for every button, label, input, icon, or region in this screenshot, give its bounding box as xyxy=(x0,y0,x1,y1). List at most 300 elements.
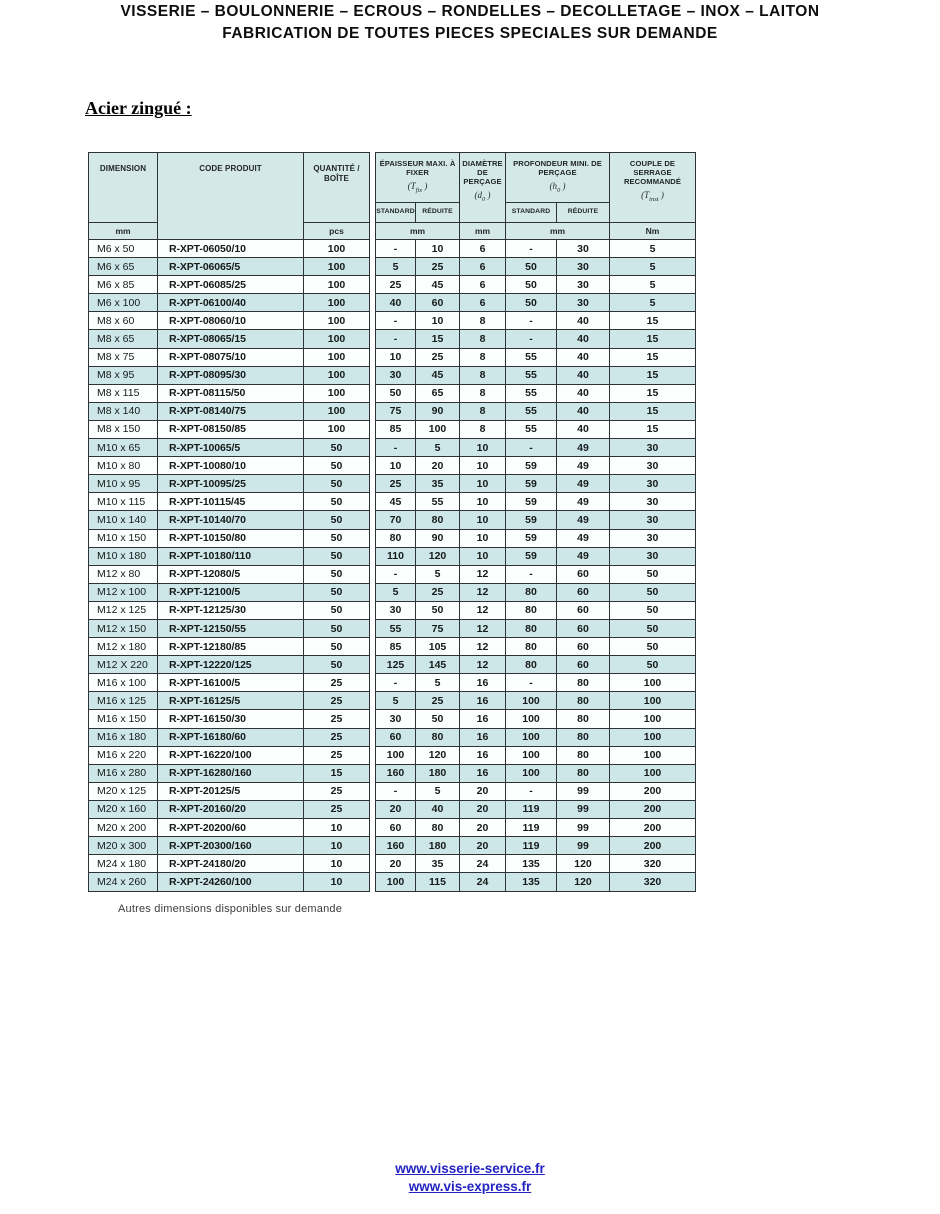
cell-couple: 50 xyxy=(646,586,659,599)
cell-couple: 30 xyxy=(646,441,659,454)
cell-dimension: M12 x 150 xyxy=(89,620,158,637)
cell-quantite: 25 xyxy=(330,749,343,762)
table-row xyxy=(89,294,369,312)
cell-diametre: 20 xyxy=(460,837,506,854)
cell-couple: 100 xyxy=(643,694,662,707)
d0-formula: ($d_0$ ) xyxy=(474,190,491,203)
cell-dimension: M10 x 80 xyxy=(89,457,158,474)
table-row xyxy=(89,692,369,710)
col-header-dimension xyxy=(89,153,158,223)
table-row xyxy=(376,566,695,584)
cell-epaisseur-reduite: 50 xyxy=(416,710,460,727)
cell-profondeur-reduite: 40 xyxy=(557,367,610,384)
cell-epaisseur-reduite: 145 xyxy=(416,656,460,673)
cell-dimension: M20 x 160 xyxy=(89,801,158,818)
cell-code-produit: R-XPT-08140/75 xyxy=(158,403,304,420)
cell-epaisseur-standard: - xyxy=(376,783,416,800)
table-row xyxy=(376,819,695,837)
cell-epaisseur-standard: 5 xyxy=(376,584,416,601)
cell-diametre: 12 xyxy=(460,584,506,601)
header-line-2: FABRICATION DE TOUTES PIECES SPECIALES SUR DEMANDE xyxy=(222,25,718,42)
cell-epaisseur-reduite: 25 xyxy=(416,258,460,275)
table-row xyxy=(89,819,369,837)
cell-couple: 15 xyxy=(646,405,659,418)
table-row xyxy=(376,765,695,783)
cell-profondeur-standard: 50 xyxy=(506,294,557,311)
link-visserie-service[interactable]: www.visserie-service.fr xyxy=(395,1161,545,1176)
cell-couple: 50 xyxy=(646,604,659,617)
cell-epaisseur-standard: 25 xyxy=(376,475,416,492)
cell-epaisseur-reduite: 25 xyxy=(416,584,460,601)
cell-profondeur-reduite: 40 xyxy=(557,421,610,438)
cell-epaisseur-standard: 125 xyxy=(376,656,416,673)
table-row xyxy=(89,729,369,747)
cell-epaisseur-standard: 80 xyxy=(376,530,416,547)
cell-dimension: M6 x 85 xyxy=(89,276,158,293)
table-row xyxy=(376,873,695,891)
col-header-quantite xyxy=(304,153,369,223)
table-row xyxy=(376,692,695,710)
table-row xyxy=(89,584,369,602)
cell-epaisseur-reduite: 35 xyxy=(416,855,460,872)
cell-profondeur-standard: 80 xyxy=(506,638,557,655)
cell-epaisseur-reduite: 15 xyxy=(416,330,460,347)
cell-couple: 15 xyxy=(646,369,659,382)
cell-profondeur-reduite: 80 xyxy=(557,765,610,782)
cell-couple: 5 xyxy=(649,296,656,309)
table-row xyxy=(89,367,369,385)
cell-profondeur-reduite: 49 xyxy=(557,493,610,510)
unit-dimension: mm xyxy=(89,223,158,239)
cell-profondeur-standard: - xyxy=(506,330,557,347)
table-row xyxy=(89,566,369,584)
cell-code-produit: R-XPT-24260/100 xyxy=(158,873,304,891)
cell-epaisseur-reduite: 100 xyxy=(416,421,460,438)
cell-couple: 5 xyxy=(649,278,656,291)
cell-couple: 15 xyxy=(646,387,659,400)
cell-profondeur-standard: - xyxy=(506,674,557,691)
table-row xyxy=(376,548,695,566)
cell-epaisseur-reduite: 180 xyxy=(416,837,460,854)
table-row xyxy=(376,620,695,638)
table-row xyxy=(376,475,695,493)
cell-quantite: 50 xyxy=(330,658,343,671)
cell-code-produit: R-XPT-20160/20 xyxy=(158,801,304,818)
table-row xyxy=(89,421,369,439)
cell-profondeur-standard: - xyxy=(506,312,557,329)
cell-code-produit: R-XPT-12150/55 xyxy=(158,620,304,637)
cell-profondeur-standard: 50 xyxy=(506,276,557,293)
cell-couple: 320 xyxy=(643,857,662,870)
cell-profondeur-reduite: 80 xyxy=(557,674,610,691)
cell-diametre: 16 xyxy=(460,692,506,709)
col-header-couple-label: COUPLE DE SERRAGE RECOMMANDÉ xyxy=(623,159,682,186)
cell-dimension: M10 x 150 xyxy=(89,530,158,547)
cell-quantite: 10 xyxy=(330,839,343,852)
table-row xyxy=(89,403,369,421)
cell-diametre: 12 xyxy=(460,620,506,637)
cell-epaisseur-reduite: 60 xyxy=(416,294,460,311)
cell-quantite: 25 xyxy=(330,803,343,816)
col-header-profondeur xyxy=(506,153,610,203)
cell-dimension: M16 x 180 xyxy=(89,729,158,746)
subcol-epaisseur-reduite: RÉDUITE xyxy=(416,203,460,223)
cell-dimension: M6 x 50 xyxy=(89,240,158,257)
cell-profondeur-reduite: 60 xyxy=(557,584,610,601)
cell-epaisseur-standard: 10 xyxy=(376,457,416,474)
cell-profondeur-standard: 80 xyxy=(506,620,557,637)
cell-diametre: 10 xyxy=(460,511,506,528)
cell-profondeur-reduite: 30 xyxy=(557,276,610,293)
col-header-profondeur-label: PROFONDEUR MINI. DE PERÇAGE xyxy=(513,159,602,177)
cell-epaisseur-standard: - xyxy=(376,674,416,691)
table-row xyxy=(89,511,369,529)
cell-diametre: 20 xyxy=(460,783,506,800)
cell-epaisseur-standard: 5 xyxy=(376,692,416,709)
table-row xyxy=(89,855,369,873)
cell-dimension: M20 x 300 xyxy=(89,837,158,854)
cell-epaisseur-standard: 50 xyxy=(376,385,416,402)
cell-epaisseur-standard: 30 xyxy=(376,602,416,619)
cell-quantite: 100 xyxy=(327,333,346,346)
cell-quantite: 25 xyxy=(330,676,343,689)
cell-profondeur-reduite: 120 xyxy=(557,855,610,872)
table-row xyxy=(89,548,369,566)
col-header-epaisseur xyxy=(376,153,460,203)
col-header-code-produit-label: CODE PRODUIT xyxy=(199,164,262,173)
table-row xyxy=(89,747,369,765)
table-row xyxy=(376,276,695,294)
cell-quantite: 100 xyxy=(327,423,346,436)
cell-profondeur-standard: 100 xyxy=(506,747,557,764)
cell-couple: 50 xyxy=(646,568,659,581)
cell-epaisseur-reduite: 20 xyxy=(416,457,460,474)
cell-code-produit: R-XPT-20125/5 xyxy=(158,783,304,800)
cell-quantite: 50 xyxy=(330,532,343,545)
col-header-diametre xyxy=(460,153,506,223)
subcol-epaisseur-standard: STANDARD xyxy=(376,203,416,223)
table-row xyxy=(376,656,695,674)
table-row xyxy=(376,747,695,765)
cell-diametre: 12 xyxy=(460,638,506,655)
cell-dimension: M8 x 95 xyxy=(89,367,158,384)
col-header-couple xyxy=(610,153,695,223)
subcol-profondeur-standard: STANDARD xyxy=(506,203,557,223)
cell-epaisseur-standard: 60 xyxy=(376,819,416,836)
cell-profondeur-reduite: 40 xyxy=(557,385,610,402)
cell-epaisseur-reduite: 80 xyxy=(416,819,460,836)
cell-dimension: M10 x 95 xyxy=(89,475,158,492)
unit-epaisseur: mm xyxy=(376,223,460,239)
table-row xyxy=(376,439,695,457)
cell-quantite: 50 xyxy=(330,640,343,653)
table-row xyxy=(89,765,369,783)
table-row xyxy=(376,457,695,475)
cell-couple: 200 xyxy=(643,839,662,852)
table-row xyxy=(376,493,695,511)
cell-code-produit: R-XPT-12220/125 xyxy=(158,656,304,673)
table-row xyxy=(89,638,369,656)
cell-profondeur-standard: 59 xyxy=(506,457,557,474)
cell-epaisseur-standard: 25 xyxy=(376,276,416,293)
cell-profondeur-reduite: 49 xyxy=(557,457,610,474)
cell-epaisseur-reduite: 105 xyxy=(416,638,460,655)
cell-epaisseur-reduite: 180 xyxy=(416,765,460,782)
cell-epaisseur-standard: - xyxy=(376,439,416,456)
cell-diametre: 24 xyxy=(460,873,506,891)
cell-diametre: 6 xyxy=(460,258,506,275)
cell-diametre: 10 xyxy=(460,530,506,547)
cell-dimension: M6 x 65 xyxy=(89,258,158,275)
cell-epaisseur-standard: - xyxy=(376,330,416,347)
cell-epaisseur-reduite: 45 xyxy=(416,367,460,384)
table-row xyxy=(376,855,695,873)
col-header-quantite-label: QUANTITÉ / BOÎTE xyxy=(313,164,360,183)
table-row xyxy=(89,656,369,674)
cell-quantite: 10 xyxy=(330,821,343,834)
cell-quantite: 100 xyxy=(327,351,346,364)
table-row xyxy=(376,530,695,548)
table-row xyxy=(376,403,695,421)
cell-code-produit: R-XPT-16150/30 xyxy=(158,710,304,727)
table-row xyxy=(376,837,695,855)
cell-quantite: 50 xyxy=(330,550,343,563)
cell-profondeur-reduite: 60 xyxy=(557,656,610,673)
table-row xyxy=(89,258,369,276)
cell-epaisseur-reduite: 75 xyxy=(416,620,460,637)
cell-couple: 15 xyxy=(646,423,659,436)
cell-couple: 30 xyxy=(646,477,659,490)
cell-code-produit: R-XPT-08095/30 xyxy=(158,367,304,384)
cell-profondeur-reduite: 49 xyxy=(557,548,610,565)
cell-epaisseur-reduite: 40 xyxy=(416,801,460,818)
cell-quantite: 100 xyxy=(327,296,346,309)
table-row xyxy=(376,330,695,348)
cell-epaisseur-reduite: 5 xyxy=(416,674,460,691)
cell-profondeur-standard: 55 xyxy=(506,367,557,384)
table-row xyxy=(376,367,695,385)
cell-profondeur-standard: - xyxy=(506,439,557,456)
cell-couple: 50 xyxy=(646,640,659,653)
cell-code-produit: R-XPT-10095/25 xyxy=(158,475,304,492)
table-row xyxy=(89,783,369,801)
cell-couple: 320 xyxy=(643,876,662,889)
cell-profondeur-reduite: 30 xyxy=(557,258,610,275)
cell-code-produit: R-XPT-16125/5 xyxy=(158,692,304,709)
cell-code-produit: R-XPT-24180/20 xyxy=(158,855,304,872)
cell-dimension: M8 x 150 xyxy=(89,421,158,438)
cell-profondeur-standard: 135 xyxy=(506,855,557,872)
cell-profondeur-standard: 59 xyxy=(506,493,557,510)
cell-epaisseur-reduite: 35 xyxy=(416,475,460,492)
cell-profondeur-standard: 119 xyxy=(506,837,557,854)
cell-dimension: M6 x 100 xyxy=(89,294,158,311)
cell-epaisseur-standard: - xyxy=(376,566,416,583)
cell-profondeur-reduite: 30 xyxy=(557,240,610,257)
cell-epaisseur-standard: 70 xyxy=(376,511,416,528)
cell-epaisseur-reduite: 55 xyxy=(416,493,460,510)
cell-couple: 200 xyxy=(643,785,662,798)
cell-couple: 50 xyxy=(646,622,659,635)
tinst-formula: ($T_{inst}$ ) xyxy=(641,190,664,203)
unit-couple: Nm xyxy=(645,225,660,236)
cell-code-produit: R-XPT-20200/60 xyxy=(158,819,304,836)
table-right-block xyxy=(375,152,696,892)
cell-diametre: 16 xyxy=(460,747,506,764)
cell-epaisseur-reduite: 120 xyxy=(416,747,460,764)
cell-profondeur-standard: 135 xyxy=(506,873,557,891)
cell-diametre: 24 xyxy=(460,855,506,872)
table-row xyxy=(89,349,369,367)
table-row xyxy=(89,530,369,548)
cell-epaisseur-standard: 60 xyxy=(376,729,416,746)
cell-code-produit: R-XPT-16280/160 xyxy=(158,765,304,782)
cell-code-produit: R-XPT-16220/100 xyxy=(158,747,304,764)
cell-couple: 15 xyxy=(646,333,659,346)
cell-dimension: M16 x 100 xyxy=(89,674,158,691)
cell-diametre: 10 xyxy=(460,493,506,510)
cell-profondeur-standard: - xyxy=(506,240,557,257)
cell-code-produit: R-XPT-10180/110 xyxy=(158,548,304,565)
cell-epaisseur-reduite: 25 xyxy=(416,349,460,366)
cell-code-produit: R-XPT-08115/50 xyxy=(158,385,304,402)
cell-epaisseur-standard: 160 xyxy=(376,837,416,854)
cell-dimension: M10 x 115 xyxy=(89,493,158,510)
cell-profondeur-standard: 100 xyxy=(506,729,557,746)
cell-quantite: 100 xyxy=(327,242,346,255)
cell-dimension: M20 x 200 xyxy=(89,819,158,836)
cell-diametre: 8 xyxy=(460,312,506,329)
cell-diametre: 10 xyxy=(460,457,506,474)
cell-code-produit: R-XPT-16180/60 xyxy=(158,729,304,746)
cell-quantite: 15 xyxy=(330,767,343,780)
tfix-formula: ($T_{fix}$ ) xyxy=(407,181,428,194)
cell-couple: 30 xyxy=(646,459,659,472)
table-row xyxy=(376,602,695,620)
table-row xyxy=(376,385,695,403)
cell-dimension: M16 x 280 xyxy=(89,765,158,782)
cell-diametre: 8 xyxy=(460,330,506,347)
table-header-right xyxy=(376,153,695,240)
cell-dimension: M8 x 115 xyxy=(89,385,158,402)
table-row xyxy=(89,385,369,403)
cell-epaisseur-reduite: 25 xyxy=(416,692,460,709)
table-body-left xyxy=(89,240,369,891)
cell-dimension: M24 x 260 xyxy=(89,873,158,891)
cell-quantite: 100 xyxy=(327,387,346,400)
cell-profondeur-standard: 59 xyxy=(506,511,557,528)
cell-diametre: 12 xyxy=(460,566,506,583)
table-row xyxy=(376,421,695,439)
cell-diametre: 6 xyxy=(460,276,506,293)
cell-epaisseur-reduite: 90 xyxy=(416,403,460,420)
cell-dimension: M12 x 100 xyxy=(89,584,158,601)
table-row xyxy=(89,457,369,475)
cell-profondeur-reduite: 99 xyxy=(557,783,610,800)
table-body-right xyxy=(376,240,695,891)
section-title: Acier zingué : xyxy=(85,98,192,118)
cell-dimension: M16 x 150 xyxy=(89,710,158,727)
cell-diametre: 8 xyxy=(460,403,506,420)
table-row xyxy=(89,240,369,258)
table-row xyxy=(376,801,695,819)
cell-epaisseur-standard: 110 xyxy=(376,548,416,565)
cell-diametre: 8 xyxy=(460,367,506,384)
table-row xyxy=(376,511,695,529)
cell-quantite: 25 xyxy=(330,694,343,707)
cell-quantite: 50 xyxy=(330,477,343,490)
cell-diametre: 12 xyxy=(460,656,506,673)
cell-quantite: 100 xyxy=(327,278,346,291)
cell-couple: 30 xyxy=(646,532,659,545)
cell-profondeur-reduite: 99 xyxy=(557,819,610,836)
cell-epaisseur-standard: 45 xyxy=(376,493,416,510)
cell-dimension: M8 x 60 xyxy=(89,312,158,329)
cell-profondeur-standard: 59 xyxy=(506,475,557,492)
cell-quantite: 50 xyxy=(330,495,343,508)
cell-profondeur-reduite: 80 xyxy=(557,747,610,764)
cell-diametre: 20 xyxy=(460,801,506,818)
cell-epaisseur-reduite: 5 xyxy=(416,783,460,800)
table-row xyxy=(376,312,695,330)
cell-code-produit: R-XPT-12100/5 xyxy=(158,584,304,601)
table-row xyxy=(376,294,695,312)
cell-profondeur-reduite: 60 xyxy=(557,638,610,655)
cell-profondeur-standard: 100 xyxy=(506,710,557,727)
cell-quantite: 100 xyxy=(327,405,346,418)
footnote: Autres dimensions disponibles sur demande xyxy=(118,903,343,915)
cell-profondeur-standard: - xyxy=(506,566,557,583)
cell-quantite: 100 xyxy=(327,260,346,273)
link-vis-express[interactable]: www.vis-express.fr xyxy=(408,1179,532,1194)
cell-profondeur-reduite: 49 xyxy=(557,530,610,547)
cell-profondeur-reduite: 60 xyxy=(557,602,610,619)
table-row xyxy=(376,349,695,367)
cell-epaisseur-reduite: 10 xyxy=(416,240,460,257)
cell-epaisseur-standard: 30 xyxy=(376,710,416,727)
cell-dimension: M12 x 180 xyxy=(89,638,158,655)
cell-code-produit: R-XPT-10065/5 xyxy=(158,439,304,456)
cell-epaisseur-reduite: 80 xyxy=(416,729,460,746)
cell-profondeur-standard: 80 xyxy=(506,656,557,673)
cell-profondeur-standard: 55 xyxy=(506,403,557,420)
cell-profondeur-standard: 55 xyxy=(506,349,557,366)
cell-couple: 100 xyxy=(643,676,662,689)
cell-couple: 15 xyxy=(646,314,659,327)
cell-epaisseur-standard: 10 xyxy=(376,349,416,366)
cell-epaisseur-standard: 55 xyxy=(376,620,416,637)
cell-profondeur-standard: 55 xyxy=(506,385,557,402)
cell-quantite: 50 xyxy=(330,586,343,599)
cell-code-produit: R-XPT-20300/160 xyxy=(158,837,304,854)
cell-quantite: 50 xyxy=(330,459,343,472)
cell-code-produit: R-XPT-12180/85 xyxy=(158,638,304,655)
cell-profondeur-reduite: 49 xyxy=(557,511,610,528)
cell-profondeur-standard: 80 xyxy=(506,584,557,601)
cell-profondeur-reduite: 80 xyxy=(557,729,610,746)
cell-epaisseur-reduite: 80 xyxy=(416,511,460,528)
cell-diametre: 10 xyxy=(460,475,506,492)
unit-quantite: pcs xyxy=(329,225,344,236)
cell-dimension: M10 x 140 xyxy=(89,511,158,528)
col-header-dimension-label: DIMENSION xyxy=(99,164,147,173)
table-row xyxy=(89,493,369,511)
cell-code-produit: R-XPT-08075/10 xyxy=(158,349,304,366)
cell-diametre: 16 xyxy=(460,674,506,691)
cell-couple: 100 xyxy=(643,712,662,725)
cell-dimension: M24 x 180 xyxy=(89,855,158,872)
col-header-epaisseur-label: ÉPAISSEUR MAXI. À FIXER xyxy=(379,159,456,177)
